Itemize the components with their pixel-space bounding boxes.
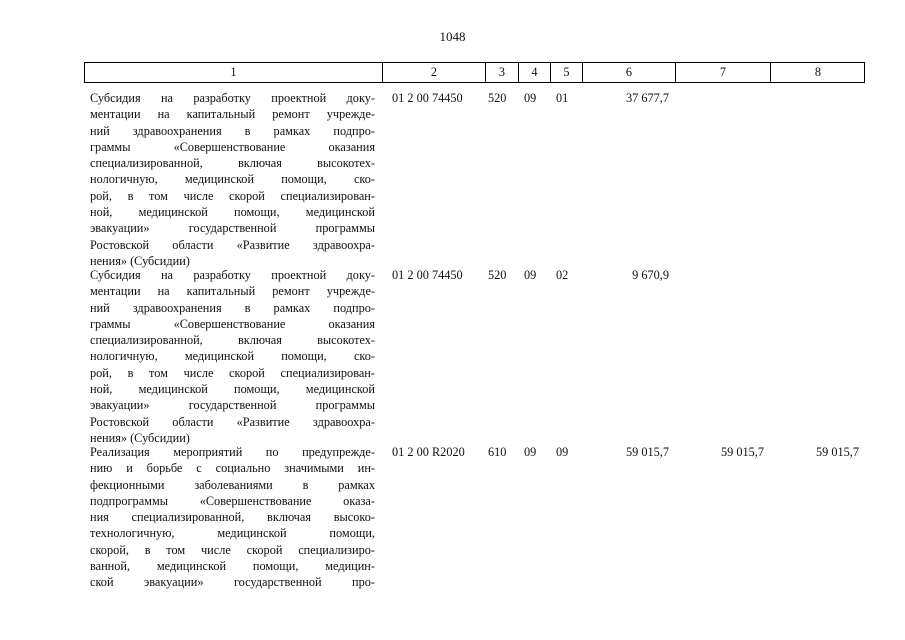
header-col-3: 3: [485, 63, 518, 82]
description-line: специализированной, включая высокотех-: [90, 333, 375, 348]
description-line: рой, в том числе скорой специализирован-: [90, 365, 375, 380]
row-description: [90, 90, 375, 269]
amount-col-7: 59 015,7: [720, 445, 764, 459]
amount-col-8: [760, 90, 859, 106]
description-line: нения» (Субсидии): [90, 430, 190, 445]
description-line: ной, медицинской помощи, медицинской: [90, 382, 375, 397]
description-line: ной, медицинской помощи, медицинской: [90, 205, 375, 220]
description-line: технологичную, медицинской помощи,: [90, 526, 375, 541]
subsection-cell: 09: [556, 445, 569, 459]
description-line: эвакуации» государственной программы: [90, 221, 375, 236]
description-line: Субсидия на разработку проектной доку-: [90, 91, 375, 105]
description-line: скорой, в том числе скорой специализиро-: [90, 542, 375, 557]
section-cell: 09: [524, 268, 537, 282]
description-line: ний здравоохранения в рамках подпро-: [90, 300, 375, 315]
header-col-1: 1: [230, 65, 237, 79]
description-line: нию и борьбе с социально значимыми ин-: [90, 461, 375, 476]
vr-cell: 520: [488, 268, 507, 282]
description-line: Ростовской области «Развитие здравоохра-: [90, 414, 375, 429]
amount-col-7: [664, 90, 764, 106]
header-col-7: 7: [675, 63, 770, 82]
row-description: [90, 444, 375, 591]
description-line: ния специализированной, включая высоко-: [90, 510, 375, 525]
description-line: рой, в том числе скорой специализирован-: [90, 188, 375, 203]
table-row: [0, 444, 905, 591]
description-line: граммы «Совершенствование оказания: [90, 316, 375, 331]
description-line: нологичную, медицинской помощи, ско-: [90, 172, 375, 187]
code-cell: 01 2 00 74450: [392, 268, 463, 282]
header-col-6: 6: [582, 63, 675, 82]
vr-cell: 610: [488, 445, 507, 459]
table-row: [0, 267, 905, 446]
section-cell: 09: [524, 445, 537, 459]
table-row: [0, 90, 905, 269]
description-line: фекционными заболеваниями в рамках: [90, 477, 375, 492]
amount-col-8: 59 015,7: [815, 445, 859, 459]
table-header: [84, 62, 865, 83]
header-col-5: 5: [550, 63, 582, 82]
description-line: Реализация мероприятий по предупрежде-: [90, 445, 375, 459]
amount-col-6: 37 677,7: [625, 91, 669, 105]
header-col-2: 2: [382, 63, 485, 82]
subsection-cell: 02: [556, 268, 569, 282]
amount-col-7: [664, 267, 764, 283]
row-description: [90, 267, 375, 446]
vr-cell: 520: [488, 91, 507, 105]
description-line: ской эвакуации» государственной про-: [90, 575, 375, 590]
code-cell: 01 2 00 74450: [392, 91, 463, 105]
amount-col-8: [760, 267, 859, 283]
subsection-cell: 01: [556, 91, 569, 105]
section-cell: 09: [524, 91, 537, 105]
description-line: ментации на капитальный ремонт учрежде-: [90, 107, 375, 122]
code-cell: 01 2 00 R2020: [392, 445, 465, 459]
amount-col-6: 9 670,9: [632, 268, 669, 282]
description-line: Субсидия на разработку проектной доку-: [90, 268, 375, 282]
description-line: нения» (Субсидии): [90, 253, 190, 268]
description-line: нологичную, медицинской помощи, ско-: [90, 349, 375, 364]
description-line: эвакуации» государственной программы: [90, 398, 375, 413]
description-line: специализированной, включая высокотех-: [90, 156, 375, 171]
description-line: ванной, медицинской помощи, медицин-: [90, 559, 375, 574]
amount-col-6: 59 015,7: [625, 445, 669, 459]
description-line: ний здравоохранения в рамках подпро-: [90, 123, 375, 138]
header-col-8: 8: [770, 63, 865, 82]
description-line: подпрограммы «Совершенствование оказа-: [90, 493, 375, 508]
description-line: граммы «Совершенствование оказания: [90, 139, 375, 154]
page-number: 1048: [439, 29, 466, 44]
description-line: Ростовской области «Развитие здравоохра-: [90, 237, 375, 252]
description-line: ментации на капитальный ремонт учрежде-: [90, 284, 375, 299]
header-col-4: 4: [518, 63, 550, 82]
